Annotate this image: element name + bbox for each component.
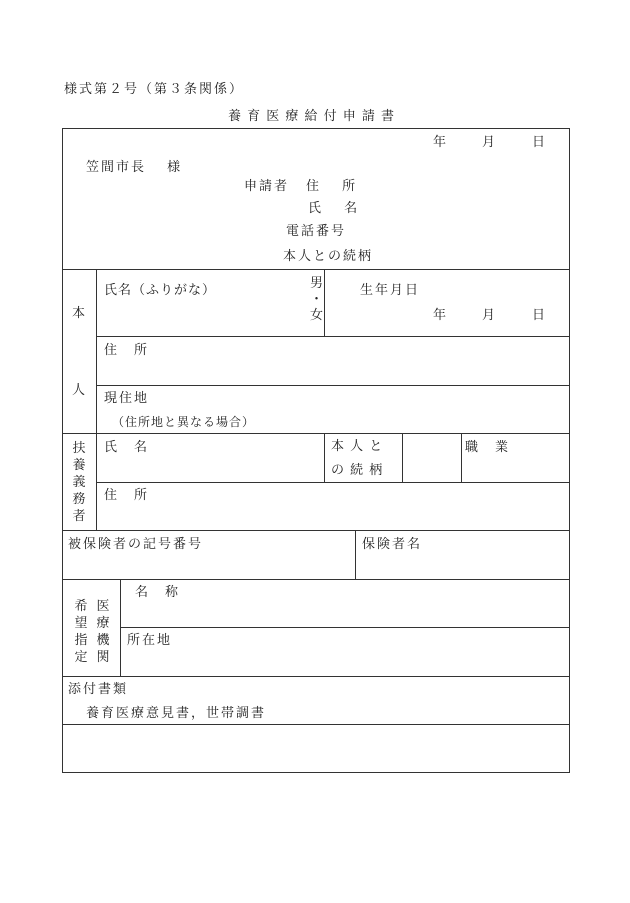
- row-divider: [120, 627, 570, 628]
- row-divider: [62, 676, 570, 677]
- birth-year: 年: [433, 308, 449, 323]
- supporter-occupation-label: 職 業: [465, 440, 511, 455]
- supporter-side-label: 扶養義務者: [72, 441, 86, 524]
- row-divider: [96, 336, 570, 337]
- supporter-address-label: 住 所: [104, 488, 150, 503]
- insurer-name-label: 保険者名: [362, 537, 423, 552]
- row-divider: [62, 530, 570, 531]
- person-side-label-1: 本: [72, 306, 88, 321]
- medical-name-label: 名 称: [135, 585, 181, 600]
- date-day: 日: [532, 135, 548, 150]
- attachments-content: 養育医療意見書，世帯調書: [86, 706, 267, 721]
- supporter-name-divider: [324, 433, 325, 482]
- date-month: 月: [482, 135, 498, 150]
- applicant-name-label: 氏 名: [308, 201, 360, 216]
- person-side-label-2: 人: [72, 383, 88, 398]
- row-divider: [62, 579, 570, 580]
- birth-day: 日: [532, 308, 548, 323]
- insured-number-label: 被保険者の記号番号: [68, 537, 204, 552]
- insurance-divider: [355, 530, 356, 579]
- sex-male: 男: [310, 276, 324, 291]
- row-divider: [62, 269, 570, 270]
- medical-side-label-col1: 希望指定: [74, 599, 88, 665]
- applicant-phone-label: 電話番号: [286, 224, 347, 239]
- form-number: 様式第２号（第３条関係）: [64, 82, 245, 97]
- sex-female: 女: [310, 308, 324, 323]
- person-name-label: 氏名（ふりがな）: [104, 283, 217, 298]
- supporter-relationship-line2: の 続 柄: [331, 463, 384, 478]
- addressee: 笠間市長 様: [86, 160, 183, 175]
- person-address-label: 住 所: [104, 343, 150, 358]
- supporter-name-label: 氏 名: [104, 440, 150, 455]
- sex-dot: ・: [310, 292, 324, 307]
- frame-top: [62, 128, 570, 129]
- blank-row: [63, 725, 569, 772]
- row-divider: [96, 482, 570, 483]
- supporter-relationship-divider: [402, 433, 403, 482]
- birthdate-label: 生年月日: [360, 283, 421, 298]
- supporter-relationship-line1: 本 人 と: [331, 439, 384, 454]
- applicant-address-label: 住 所: [306, 179, 358, 194]
- row-divider: [96, 385, 570, 386]
- applicant-relationship-label: 本人との続柄: [283, 249, 374, 264]
- medical-side-label-col2: 医療機関: [96, 599, 110, 665]
- attachments-label: 添付書類: [68, 682, 129, 697]
- applicant-label: 申請者: [244, 179, 290, 194]
- form-title: 養 育 医 療 給 付 申 請 書: [228, 109, 396, 124]
- birth-month: 月: [482, 308, 498, 323]
- supporter-value-divider: [461, 433, 462, 482]
- current-location-label: 現住地: [104, 391, 150, 406]
- frame-bottom: [62, 772, 570, 773]
- current-location-note: （住所地と異なる場合）: [112, 415, 256, 429]
- medical-location-label: 所在地: [127, 633, 173, 648]
- row-divider: [62, 433, 570, 434]
- date-year: 年: [433, 135, 449, 150]
- person-side-divider: [96, 269, 97, 530]
- name-birth-divider: [324, 269, 325, 337]
